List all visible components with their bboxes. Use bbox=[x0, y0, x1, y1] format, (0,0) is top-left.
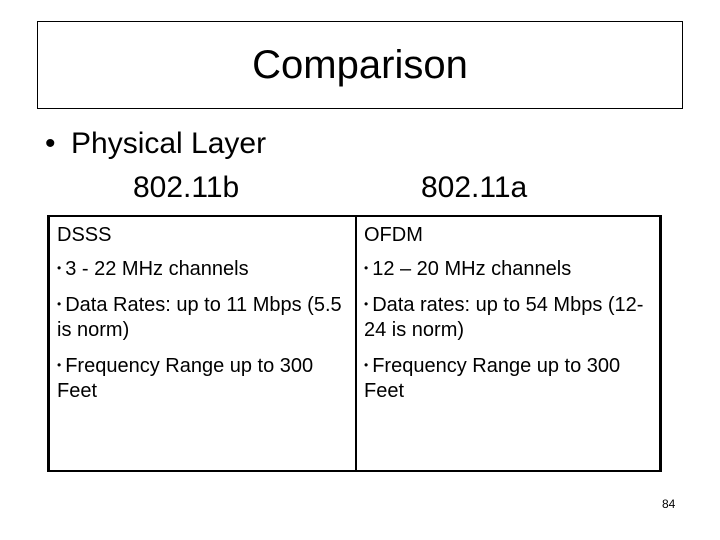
column-heading-802-11b: 802.11b bbox=[133, 171, 240, 204]
page-number: 84 bbox=[662, 497, 676, 511]
list-item bbox=[364, 292, 659, 343]
item-text: Frequency Range up to 300 Feet bbox=[57, 355, 314, 402]
list-item bbox=[364, 256, 659, 282]
bullet-marker: • bbox=[45, 127, 56, 160]
title-box bbox=[37, 21, 683, 109]
item-marker: • bbox=[364, 358, 369, 372]
main-bullet-text: Physical Layer bbox=[71, 127, 267, 160]
item-text: 3 - 22 MHz channels bbox=[65, 258, 249, 280]
item-marker: • bbox=[364, 261, 369, 275]
main-bullet bbox=[45, 126, 266, 162]
item-marker: • bbox=[57, 297, 62, 311]
item-marker: • bbox=[57, 261, 62, 275]
item-text: 12 – 20 MHz channels bbox=[372, 258, 572, 280]
list-item bbox=[57, 353, 355, 404]
item-text: Frequency Range up to 300 Feet bbox=[364, 355, 621, 402]
comparison-table bbox=[47, 215, 662, 472]
item-text: Data rates: up to 54 Mbps (12-24 is norm) bbox=[364, 294, 644, 341]
list-item bbox=[57, 256, 355, 282]
item-text: Data Rates: up to 11 Mbps (5.5 is norm) bbox=[57, 294, 342, 341]
slide-title: Comparison bbox=[252, 43, 468, 87]
list-item bbox=[364, 353, 659, 404]
column-heading-802-11a: 802.11a bbox=[421, 171, 528, 204]
cell-heading-ofdm: OFDM bbox=[364, 224, 423, 246]
item-marker: • bbox=[57, 358, 62, 372]
cell-heading-dsss: DSSS bbox=[57, 224, 112, 246]
list-item bbox=[57, 292, 355, 343]
table-cell-right bbox=[357, 217, 659, 470]
item-marker: • bbox=[364, 297, 369, 311]
table-cell-left bbox=[50, 217, 357, 470]
